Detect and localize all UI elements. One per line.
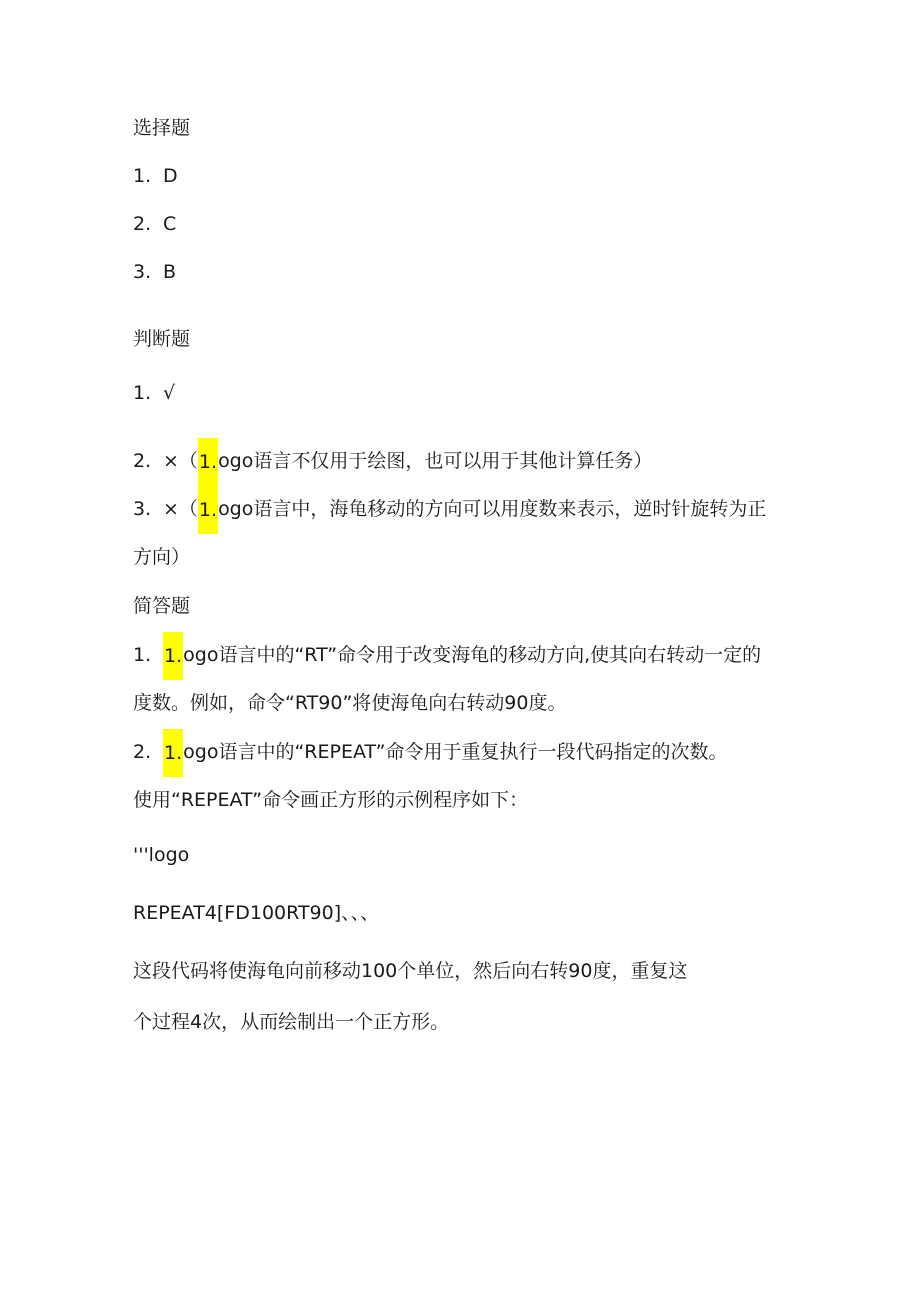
item-number: 2. (133, 741, 152, 763)
item-number: 1. (133, 382, 152, 404)
highlight-mark: 1. (163, 632, 183, 680)
item-answer: B (163, 261, 177, 283)
highlight-mark: 1. (198, 486, 218, 534)
explanation-line-1: 这段代码将使海龟向前移动100个单位，然后向右转90度，重复这 (133, 960, 688, 982)
choice-item-2 (133, 211, 176, 237)
code-line: REPEAT4[FD100RT90]、、、 (133, 902, 380, 924)
heading-short-answer: 简答题 (133, 595, 191, 617)
highlight-mark: 1. (163, 729, 183, 777)
item-text: ogo语言不仅用于绘图，也可以用于其他计算任务） (218, 450, 653, 472)
judge-item-3-continued: 方向） (133, 546, 191, 568)
highlight-mark: 1. (198, 438, 218, 486)
item-prefix: ×（ (163, 450, 198, 472)
item-answer: C (163, 213, 177, 235)
judge-item-3 (133, 496, 766, 523)
short-item-1 (133, 642, 761, 669)
short-item-2 (133, 739, 728, 766)
heading-choice: 选择题 (133, 117, 191, 139)
item-number: 2. (133, 450, 152, 472)
short-item-1-continued: 度数。例如，命令“RT90”将使海龟向右转动90度。 (133, 692, 567, 714)
heading-judge: 判断题 (133, 328, 191, 350)
item-number: 3. (133, 498, 152, 520)
judge-item-1 (133, 380, 175, 406)
item-text: ogo语言中的“RT”命令用于改变海龟的移动方向,使其向右转动一定的 (183, 644, 762, 666)
code-fence-open: '''logo (133, 844, 190, 866)
judge-item-2 (133, 448, 652, 475)
item-number: 3. (133, 261, 152, 283)
choice-item-3 (133, 259, 176, 285)
item-number: 1. (133, 644, 152, 666)
item-text: ogo语言中的“REPEAT”命令用于重复执行一段代码指定的次数。 (183, 741, 728, 763)
item-prefix: ×（ (163, 498, 198, 520)
explanation-line-2: 个过程4次，从而绘制出一个正方形。 (133, 1011, 450, 1033)
choice-item-1 (133, 163, 178, 189)
item-number: 2. (133, 213, 152, 235)
item-number: 1. (133, 165, 152, 187)
item-answer: √ (163, 382, 176, 404)
item-text: ogo语言中，海龟移动的方向可以用度数来表示，逆时针旋转为正 (218, 498, 767, 520)
example-intro: 使用“REPEAT”命令画正方形的示例程序如下： (133, 789, 529, 811)
item-answer: D (163, 165, 178, 187)
